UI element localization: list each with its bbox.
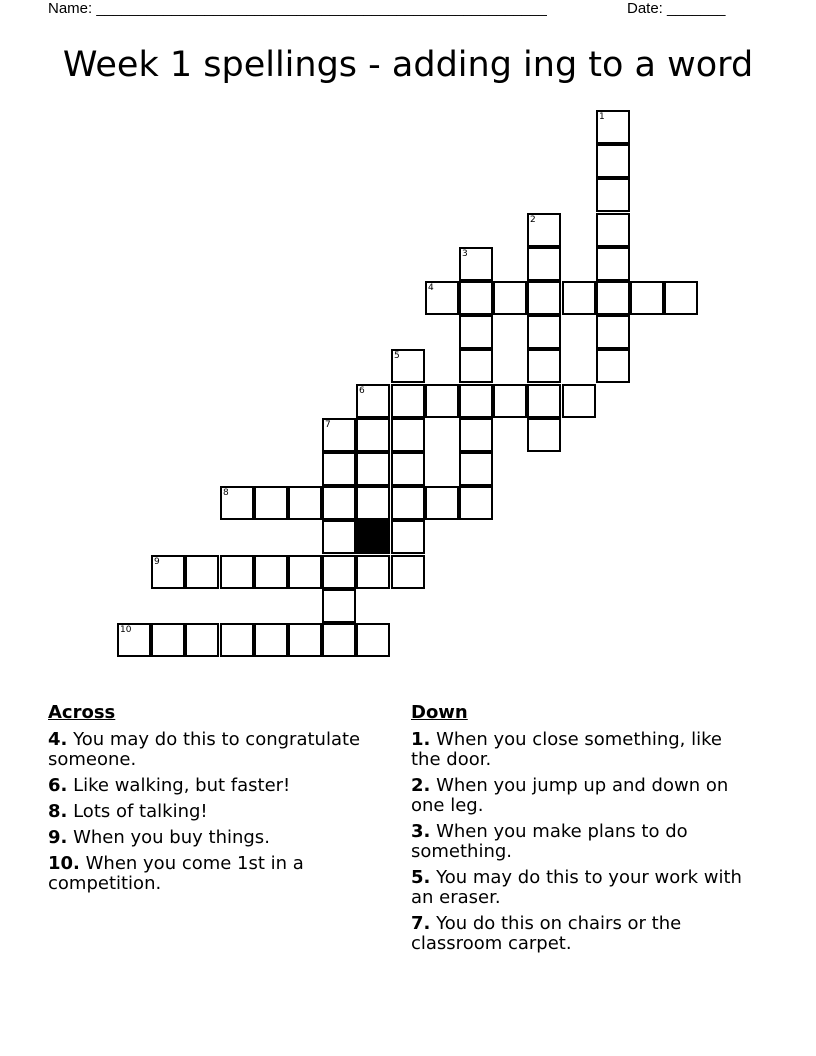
cell-number: 4 — [428, 283, 434, 293]
across-clues — [48, 702, 383, 900]
clue-down-5 — [411, 868, 746, 908]
answer-cell[interactable] — [596, 349, 630, 383]
clue-down-1 — [411, 730, 746, 770]
answer-cell[interactable] — [425, 384, 459, 418]
answer-cell[interactable] — [391, 452, 425, 486]
name-field-label[interactable]: Name: ______________________________________________________ — [48, 0, 547, 17]
answer-cell[interactable] — [527, 315, 561, 349]
clue-cell-3[interactable] — [459, 247, 493, 281]
answer-cell[interactable] — [391, 384, 425, 418]
cell-number: 10 — [120, 625, 132, 635]
clue-text: When you make plans to do something. — [411, 821, 688, 862]
clue-number: 9. — [48, 827, 68, 848]
answer-cell[interactable] — [322, 623, 356, 657]
answer-cell[interactable] — [527, 418, 561, 452]
answer-cell[interactable] — [596, 247, 630, 281]
clue-across-8 — [48, 802, 383, 822]
answer-cell[interactable] — [220, 555, 254, 589]
answer-cell[interactable] — [391, 418, 425, 452]
clue-text: You may do this to congratulate someone. — [48, 729, 361, 770]
clue-number: 2. — [411, 775, 431, 796]
clue-text: You may do this to your work with an eraser. — [411, 867, 742, 908]
clue-cell-7[interactable] — [322, 418, 356, 452]
answer-cell[interactable] — [459, 418, 493, 452]
answer-cell[interactable] — [356, 555, 390, 589]
clue-cell-10[interactable] — [117, 623, 151, 657]
clue-down-7 — [411, 914, 746, 954]
clue-number: 3. — [411, 821, 431, 842]
answer-cell[interactable] — [459, 315, 493, 349]
answer-cell[interactable] — [322, 486, 356, 520]
answer-cell[interactable] — [596, 315, 630, 349]
answer-cell[interactable] — [356, 418, 390, 452]
answer-cell[interactable] — [425, 486, 459, 520]
answer-cell[interactable] — [664, 281, 698, 315]
clue-cell-5[interactable] — [391, 349, 425, 383]
answer-cell[interactable] — [596, 178, 630, 212]
cell-number: 8 — [223, 488, 229, 498]
answer-cell[interactable] — [493, 384, 527, 418]
answer-cell[interactable] — [527, 281, 561, 315]
clue-cell-1[interactable] — [596, 110, 630, 144]
answer-cell[interactable] — [356, 486, 390, 520]
answer-cell[interactable] — [459, 384, 493, 418]
across-heading: Across — [48, 702, 116, 723]
clue-text: You do this on chairs or the classroom carpet. — [411, 913, 682, 954]
answer-cell[interactable] — [185, 623, 219, 657]
clue-across-6 — [48, 776, 383, 796]
clue-down-3 — [411, 822, 746, 862]
cell-number: 7 — [325, 420, 331, 430]
clue-text: Lots of talking! — [67, 801, 208, 822]
answer-cell[interactable] — [254, 623, 288, 657]
answer-cell[interactable] — [288, 623, 322, 657]
clue-down-2 — [411, 776, 746, 816]
clue-number: 6. — [48, 775, 68, 796]
cell-number: 1 — [599, 112, 605, 122]
clue-text: When you buy things. — [67, 827, 270, 848]
answer-cell[interactable] — [459, 349, 493, 383]
blocked-cell — [356, 520, 390, 554]
answer-cell[interactable] — [391, 520, 425, 554]
clue-number: 4. — [48, 729, 68, 750]
down-heading: Down — [411, 702, 468, 723]
clue-cell-8[interactable] — [220, 486, 254, 520]
cell-number: 3 — [462, 249, 468, 259]
answer-cell[interactable] — [322, 589, 356, 623]
clue-number: 10. — [48, 853, 80, 874]
clue-across-9 — [48, 828, 383, 848]
answer-cell[interactable] — [459, 281, 493, 315]
clue-text: Like walking, but faster! — [67, 775, 291, 796]
page-title: Week 1 spellings - adding ing to a word — [62, 45, 754, 85]
answer-cell[interactable] — [527, 349, 561, 383]
answer-cell[interactable] — [288, 555, 322, 589]
clue-cell-2[interactable] — [527, 213, 561, 247]
answer-cell[interactable] — [220, 623, 254, 657]
answer-cell[interactable] — [322, 520, 356, 554]
answer-cell[interactable] — [527, 247, 561, 281]
answer-cell[interactable] — [254, 486, 288, 520]
answer-cell[interactable] — [391, 486, 425, 520]
clue-number: 5. — [411, 867, 431, 888]
clue-text: When you come 1st in a competition. — [48, 853, 304, 894]
clue-text: When you close something, like the door. — [411, 729, 722, 770]
answer-cell[interactable] — [288, 486, 322, 520]
clue-cell-4[interactable] — [425, 281, 459, 315]
answer-cell[interactable] — [562, 384, 596, 418]
cell-number: 2 — [530, 215, 536, 225]
answer-cell[interactable] — [459, 486, 493, 520]
answer-cell[interactable] — [596, 213, 630, 247]
answer-cell[interactable] — [562, 281, 596, 315]
cell-number: 9 — [154, 557, 160, 567]
answer-cell[interactable] — [493, 281, 527, 315]
answer-cell[interactable] — [151, 623, 185, 657]
clue-text: When you jump up and down on one leg. — [411, 775, 729, 816]
answer-cell[interactable] — [630, 281, 664, 315]
cell-number: 5 — [394, 351, 400, 361]
answer-cell[interactable] — [322, 555, 356, 589]
clue-number: 1. — [411, 729, 431, 750]
answer-cell[interactable] — [527, 384, 561, 418]
clue-across-4 — [48, 730, 383, 770]
answer-cell[interactable] — [596, 281, 630, 315]
answer-cell[interactable] — [254, 555, 288, 589]
answer-cell[interactable] — [185, 555, 219, 589]
date-field-label[interactable]: Date: _______ — [627, 0, 726, 17]
answer-cell[interactable] — [322, 452, 356, 486]
clue-across-10 — [48, 854, 383, 894]
clue-cell-6[interactable] — [356, 384, 390, 418]
down-clues — [411, 702, 746, 960]
answer-cell[interactable] — [356, 623, 390, 657]
clue-number: 8. — [48, 801, 68, 822]
answer-cell[interactable] — [596, 144, 630, 178]
answer-cell[interactable] — [391, 555, 425, 589]
answer-cell[interactable] — [356, 452, 390, 486]
clue-number: 7. — [411, 913, 431, 934]
clue-cell-9[interactable] — [151, 555, 185, 589]
answer-cell[interactable] — [459, 452, 493, 486]
cell-number: 6 — [359, 386, 365, 396]
